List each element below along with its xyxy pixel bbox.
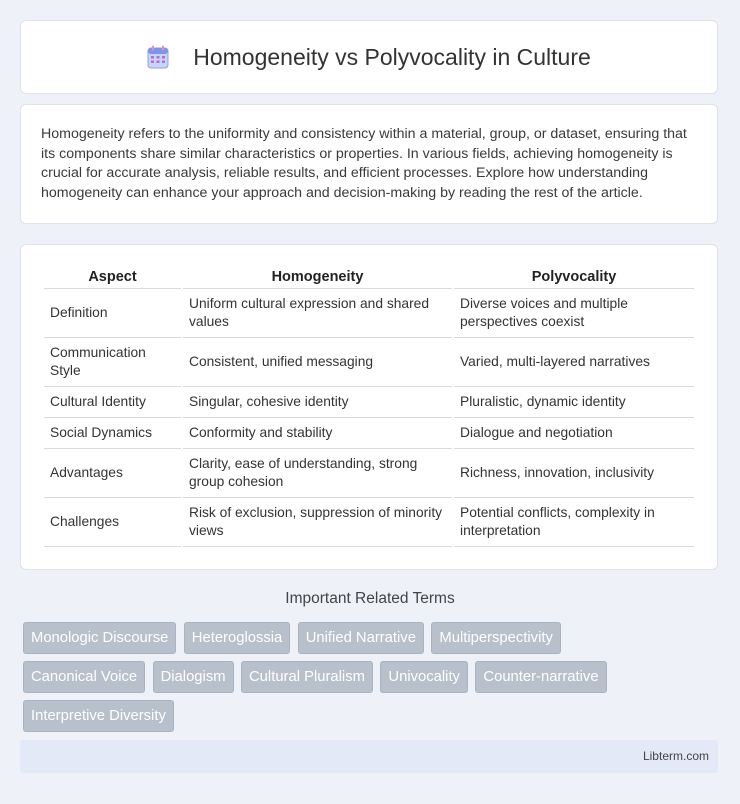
table-cell: Pluralistic, dynamic identity [454,387,694,418]
table-cell: Singular, cohesive identity [183,387,452,418]
table-row [44,418,694,449]
related-term-tag[interactable]: Heteroglossia [184,622,290,654]
table-cell: Potential conflicts, complexity in interpretation [454,498,694,547]
table-row [44,338,694,387]
footer [20,740,718,773]
table-cell: Uniform cultural expression and shared values [183,289,452,338]
table-cell: Risk of exclusion, suppression of minority views [183,498,452,547]
page-title: Homogeneity vs Polyvocality in Culture [193,43,591,70]
related-terms-title: Important Related Terms [285,590,455,607]
related-term-tag[interactable]: Canonical Voice [23,661,145,693]
table-cell: Diverse voices and multiple perspectives coexist [454,289,694,338]
table-cell: Social Dynamics [44,418,181,449]
table-cell: Richness, innovation, inclusivity [454,449,694,498]
table-cell: Challenges [44,498,181,547]
table-cell: Conformity and stability [183,418,452,449]
related-term-tag[interactable]: Multiperspectivity [431,622,560,654]
table-row [44,449,694,498]
related-term-tag[interactable]: Monologic Discourse [23,622,176,654]
related-term-tag[interactable]: Counter-narrative [475,661,606,693]
related-term-tag[interactable]: Interpretive Diversity [23,700,174,732]
table-cell: Advantages [44,449,181,498]
table-row [44,498,694,547]
column-header: Polyvocality [454,263,694,289]
related-term-tag[interactable]: Dialogism [153,661,234,693]
intro-card [20,104,718,224]
table-cell: Communication Style [44,338,181,387]
footer-site-link[interactable]: Libterm.com [642,749,709,763]
intro-text: Homogeneity refers to the uniformity and consistency within a material, group, or dataset, ensuring that its components share similar characteristics or properties. In various fields, achieving homogeneity is crucial for accurate analysis, reliable results, and efficient processes. Explore how understanding homogeneity can enhance your approach and decision-making by reading the rest of the article. [41,126,687,201]
comparison-table-card [20,244,718,570]
calendar-icon [147,45,169,69]
table-cell: Clarity, ease of understanding, strong group cohesion [183,449,452,498]
comparison-table [42,263,696,547]
table-row [44,387,694,418]
table-cell: Consistent, unified messaging [183,338,452,387]
table-cell: Cultural Identity [44,387,181,418]
column-header: Homogeneity [183,263,452,289]
related-term-tag[interactable]: Unified Narrative [298,622,424,654]
table-cell: Dialogue and negotiation [454,418,694,449]
table-cell: Definition [44,289,181,338]
table-cell: Varied, multi-layered narratives [454,338,694,387]
related-terms-list [23,622,723,739]
title-card [20,20,718,94]
column-header: Aspect [44,263,181,289]
related-term-tag[interactable]: Cultural Pluralism [241,661,373,693]
table-row [44,289,694,338]
related-term-tag[interactable]: Univocality [380,661,468,693]
